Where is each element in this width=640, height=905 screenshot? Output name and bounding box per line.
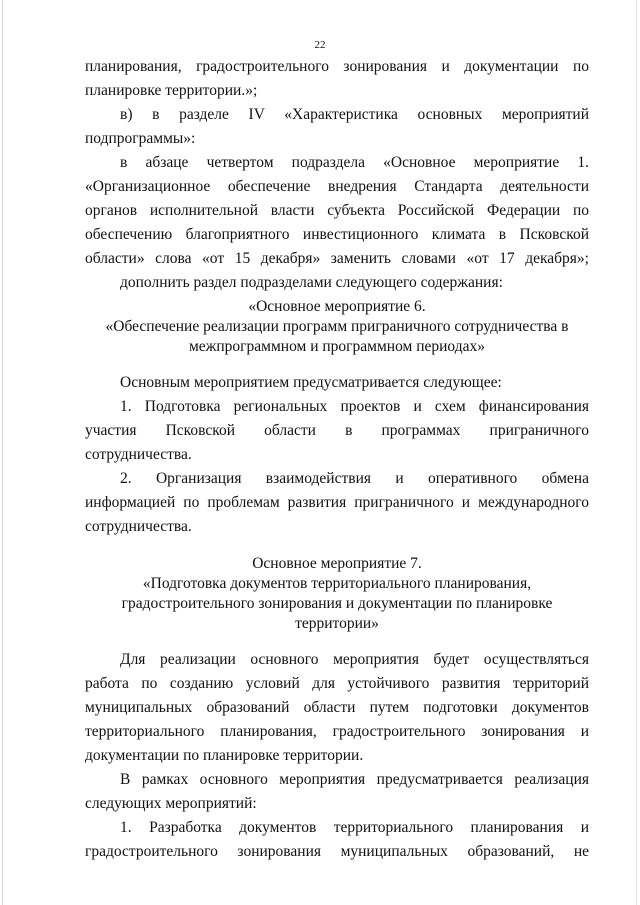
subsection-heading: «Обеспечение реализации программ приграничного сотрудничества в — [105, 318, 569, 335]
text-line: документации по планировке территории. — [85, 747, 364, 764]
text-line: участия Псковской области в программах приграничного — [85, 422, 589, 439]
text-line: Для реализации основного мероприятия будет осуществляться — [120, 651, 589, 668]
text-line: сотрудничества. — [85, 518, 192, 535]
text-line: 1. Разработка документов территориального планирования и — [120, 819, 589, 836]
subsection-heading: межпрограммном и программном периодах» — [188, 338, 486, 355]
subsection-heading: градостроительного зонирования и документации по планировке — [121, 595, 553, 612]
text-line: территориального планирования, градостроительного зонирования и — [85, 723, 589, 740]
text-line: градостроительного зонирования муниципальных образований, не — [85, 843, 589, 860]
subsection-heading: «Подготовка документов территориального планирования, — [142, 575, 532, 592]
page-number: 22 — [314, 39, 326, 51]
text-line: обеспечению благоприятного инвестиционного климата в Псковской — [85, 226, 589, 243]
text-line: 2. Организация взаимодействия и оперативного обмена — [120, 470, 589, 487]
text-line: информацией по проблемам развития приграничного и международного — [85, 494, 589, 511]
scan-edge-right — [636, 0, 637, 905]
subsection-heading: Основное мероприятие 7. — [252, 555, 422, 572]
subsection-heading: территории» — [295, 615, 379, 632]
text-line: В рамках основного мероприятия предусматривается реализация — [120, 771, 589, 788]
text-line: планирования, градостроительного зонирования и документации по — [85, 58, 589, 75]
text-line: в) в разделе IV «Характеристика основных мероприятий — [120, 106, 589, 123]
text-line: муниципальных образований области путем подготовки документов — [85, 699, 589, 716]
subsection-heading: «Основное мероприятие 6. — [248, 298, 426, 315]
text-line: Основным мероприятием предусматривается следующее: — [120, 374, 502, 391]
text-line: «Организационное обеспечение внедрения Стандарта деятельности — [85, 178, 589, 195]
text-line: работа по созданию условий для устойчивого развития территорий — [85, 675, 589, 692]
text-line: области» слова «от 15 декабря» заменить словами «от 17 декабря»; — [85, 250, 589, 267]
text-line: планировке территории.»; — [85, 82, 258, 99]
text-line: дополнить раздел подразделами следующего содержания: — [120, 274, 503, 291]
text-line: 1. Подготовка региональных проектов и схем финансирования — [120, 398, 589, 415]
text-line: подпрограммы»: — [85, 130, 196, 147]
text-line: органов исполнительной власти субъекта Российской Федерации по — [85, 202, 589, 219]
scan-edge-left — [2, 0, 3, 905]
text-line: сотрудничества. — [85, 446, 192, 463]
text-line: в абзаце четвертом подраздела «Основное мероприятие 1. — [120, 154, 589, 171]
text-line: следующих мероприятий: — [85, 795, 257, 812]
